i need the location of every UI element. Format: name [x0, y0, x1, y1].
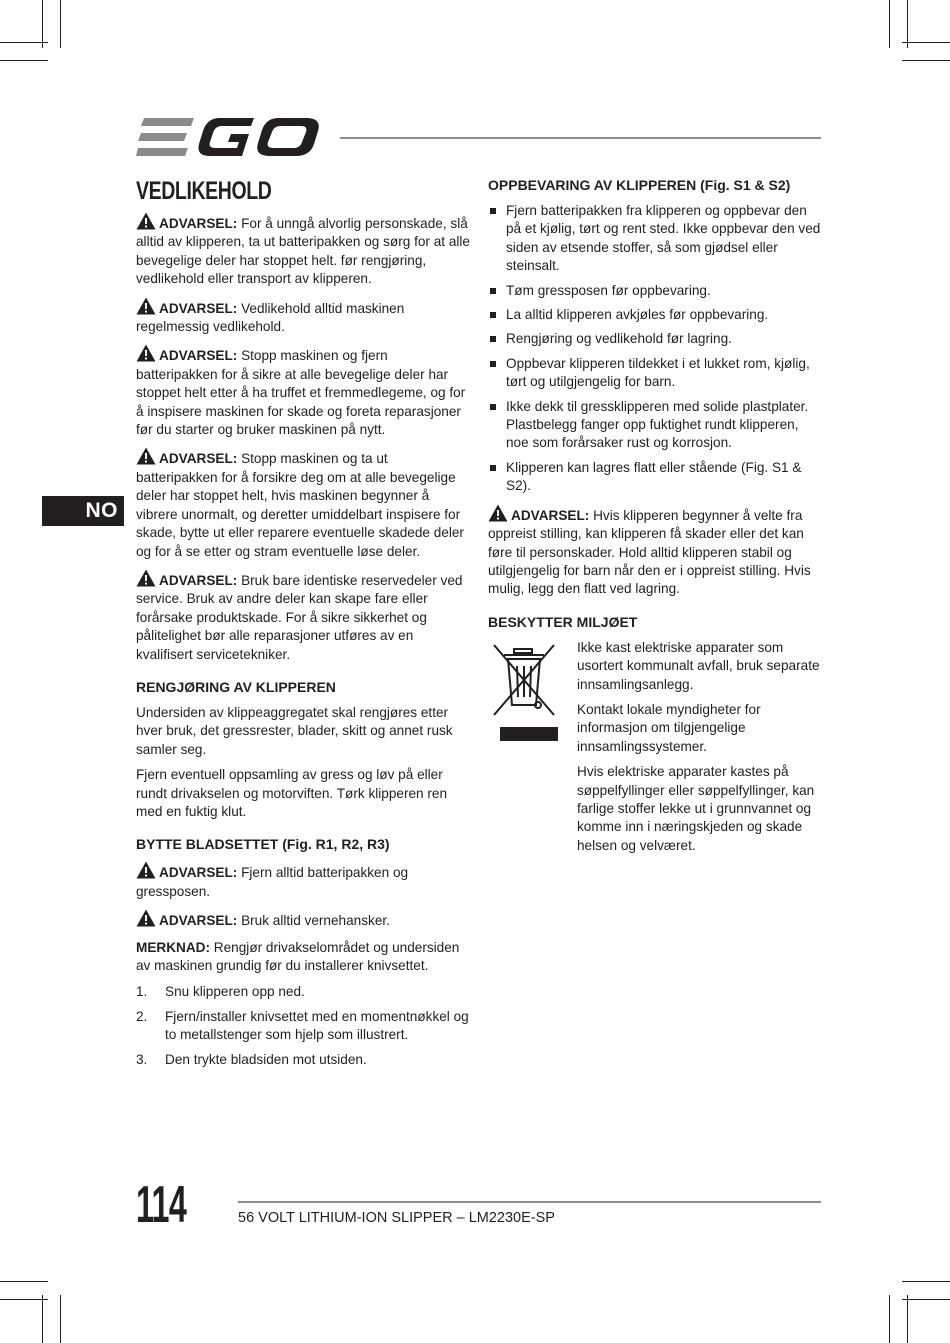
list-item	[488, 306, 822, 324]
warning-label: ADVARSEL:	[159, 451, 238, 467]
crop-mark	[907, 0, 908, 48]
list-item	[488, 459, 822, 496]
crop-mark	[60, 1295, 61, 1343]
crop-mark	[42, 0, 43, 48]
bullet-icon	[490, 465, 496, 471]
page-number: 114	[136, 1176, 187, 1234]
warning-icon	[136, 569, 156, 587]
warning-label: ADVARSEL:	[159, 216, 238, 231]
paragraph: Hvis elektriske apparater kastes på søppelfyllinger eller søppelfyllinger, kan farlige stoffer lekke ut i grunnvannet og komme inn i næringskjeden og skade helsen og velværet.	[577, 764, 815, 853]
environment-text	[577, 639, 822, 855]
list-item	[136, 1008, 470, 1045]
storage-list	[488, 202, 822, 496]
warning-text: Bruk bare identiske reservedeler ved service. Bruk av andre deler kan skape fare eller forårsake produktskade. For å sikre sikkerhet og pålitelighet bør alle reparasjoner utføres av en kvalifisert servicetekniker.	[136, 572, 463, 662]
step-number: 1.	[136, 984, 148, 1000]
cleaning-heading: RENGJØRING AV KLIPPEREN	[136, 678, 336, 695]
crop-mark	[0, 1281, 48, 1282]
note-label: MERKNAD:	[136, 939, 211, 955]
paragraph: Ikke kast elektriske apparater som usortert kommunalt avfall, bruk separate innsamlingsanlegg.	[577, 639, 820, 692]
warning-block	[136, 297, 470, 337]
crop-mark	[902, 1281, 950, 1282]
step-text: Den trykte bladsiden mot utsiden.	[165, 1051, 367, 1067]
crop-mark	[42, 1295, 43, 1343]
warning-icon	[136, 212, 156, 230]
note-block	[136, 939, 470, 976]
bullet-text: Ikke dekk til gressklipperen med solide plastplater. Plastbelegg fanger opp fuktighet rundt klipperen, noe som forårsaker rust og korrosjon.	[506, 398, 809, 451]
ego-logo	[136, 116, 322, 158]
warning-text: Fjern alltid batteripakken og gressposen.	[136, 865, 409, 899]
warning-icon	[136, 344, 156, 362]
warning-block	[136, 447, 470, 560]
step-text: Snu klipperen opp ned.	[165, 984, 305, 1000]
list-item	[488, 282, 822, 300]
warning-icon	[488, 504, 508, 522]
warning-icon	[136, 909, 156, 927]
weee-bin-icon	[488, 639, 560, 747]
bullet-icon	[490, 288, 496, 294]
bullet-icon	[490, 361, 496, 367]
crop-mark	[0, 1299, 48, 1300]
bullet-text: Rengjøring og vedlikehold før lagring.	[506, 331, 732, 347]
crop-mark	[889, 1295, 890, 1343]
warning-label: ADVARSEL:	[159, 865, 238, 881]
bullet-icon	[490, 336, 496, 342]
note-text: Rengjør drivakselområdet og undersiden av maskinen grundig før du installerer knivsettet.	[136, 939, 460, 973]
crop-mark	[60, 0, 61, 48]
warning-block	[488, 504, 822, 599]
step-text: Fjern/installer knivsettet med en momentnøkkel og to metallstenger som hjelp som illustrert.	[165, 1008, 469, 1043]
blade-heading: BYTTE BLADSETTET (Fig. R1, R2, R3)	[136, 836, 390, 853]
warning-text: Stopp maskinen og fjern batteripakken for å sikre at alle bevegelige deler har stoppet helt etter å ha truffet et fremmedlegeme, og for å inspisere maskinen for skade og foreta reparasjoner før du starter og bruker maskinen på nytt.	[136, 348, 466, 438]
right-column	[488, 176, 822, 862]
step-number: 3.	[136, 1051, 148, 1067]
warning-block	[136, 909, 470, 930]
warning-icon	[136, 447, 156, 465]
list-item	[136, 983, 470, 1001]
list-item	[136, 1051, 470, 1069]
paragraph: Fjern eventuell oppsamling av gress og løv på eller rundt drivakselen og motorviften. Tørk klipperen ren med en fuktig klut.	[136, 767, 448, 819]
warning-text: Hvis klipperen begynner å velte fra oppreist stilling, kan klipperen få skader eller det kan føre til personskader. Hold alltid klipperen stabil og utilgjengelig for barn når den er i oppreist stilling. Hvis mulig, legg den flatt ved lagring.	[488, 507, 811, 597]
paragraph: Undersiden av klippeaggregatet skal rengjøres etter hver bruk, det gressrester, blader, skitt og annet rusk samler seg.	[136, 704, 453, 757]
list-item	[488, 398, 822, 453]
warning-block	[136, 344, 470, 439]
warning-block	[136, 861, 470, 901]
warning-icon	[136, 861, 156, 879]
language-tab: NO	[42, 496, 124, 526]
warning-label: ADVARSEL:	[511, 507, 590, 523]
warning-block	[136, 212, 470, 289]
bullet-text: Oppbevar klipperen tildekket i et lukket rom, kjølig, tørt og utilgjengelig for barn.	[506, 355, 810, 390]
warning-label: ADVARSEL:	[159, 300, 238, 316]
bullet-text: La alltid klipperen avkjøles før oppbevaring.	[506, 307, 769, 323]
bullet-icon	[490, 208, 496, 214]
left-column	[136, 176, 470, 1075]
warning-label: ADVARSEL:	[159, 913, 238, 929]
section-title: VEDLIKEHOLD	[136, 177, 272, 205]
warning-text: Vedlikehold alltid maskinen regelmessig vedlikehold.	[136, 300, 405, 335]
list-item	[488, 330, 822, 348]
crop-mark	[902, 60, 950, 61]
bullet-text: Fjern batteripakken fra klipperen og oppbevar den på et kjølig, tørt og rent sted. Ikke oppbevar den ved siden av etsende stoffer, så som gjødsel eller steinsalt.	[506, 203, 821, 274]
header-rule	[340, 137, 821, 139]
bullet-text: Tøm gressposen før oppbevaring.	[506, 282, 711, 298]
warning-text: Bruk alltid vernehansker.	[241, 913, 390, 929]
list-item	[488, 202, 822, 276]
crop-mark	[0, 60, 48, 61]
bullet-text: Klipperen kan lagres flatt eller stående (Fig. S1 & S2).	[506, 459, 802, 494]
crop-mark	[902, 1299, 950, 1300]
crop-mark	[902, 42, 950, 43]
environment-section	[488, 639, 822, 855]
environment-heading: BESKYTTER MILJØET	[488, 613, 638, 630]
crop-mark	[0, 42, 48, 43]
warning-text: For å unngå alvorlig personskade, slå alltid av klipperen, ta ut batteripakken og sørg for at alle bevegelige deler har stoppet helt. før rengjøring, vedlikehold eller transport av klipperen.	[136, 216, 470, 287]
warning-text: Stopp maskinen og ta ut batteripakken for å forsikre deg om at alle bevegelige deler har stoppet helt, hvis maskinen begynner å vibrere unormalt, og deretter umiddelbart inspisere for skade, bytte ut eller reparere eventuelle skadede deler og for å se etter og stram eventuelle løse deler.	[136, 451, 464, 559]
step-number: 2.	[136, 1008, 148, 1024]
warning-label: ADVARSEL:	[159, 348, 238, 364]
footer-rule	[238, 1201, 821, 1203]
crop-mark	[907, 1295, 908, 1343]
bullet-icon	[490, 404, 496, 410]
footer-product-title: 56 VOLT LITHIUM-ION SLIPPER – LM2230E-SP	[238, 1210, 555, 1226]
bullet-icon	[490, 312, 496, 318]
step-list	[136, 983, 470, 1069]
paragraph: Kontakt lokale myndigheter for informasjon om tilgjengelige innsamlingssystemer.	[577, 701, 761, 754]
crop-mark	[889, 0, 890, 48]
list-item	[488, 355, 822, 392]
warning-icon	[136, 297, 156, 315]
storage-heading: OPPBEVARING AV KLIPPEREN (Fig. S1 & S2)	[488, 177, 791, 193]
warning-block	[136, 569, 470, 664]
warning-label: ADVARSEL:	[159, 572, 238, 588]
